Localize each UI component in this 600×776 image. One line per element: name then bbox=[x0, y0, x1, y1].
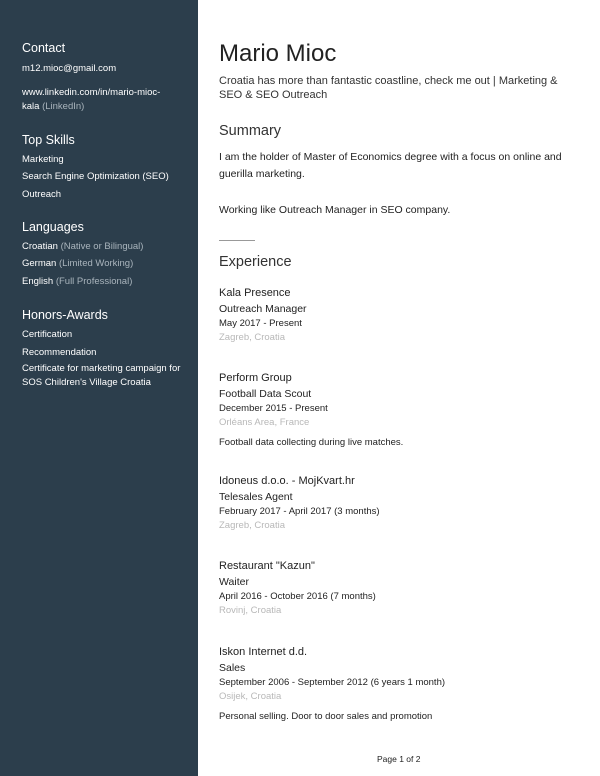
honor-item: Certification bbox=[22, 329, 73, 340]
summary-heading: Summary bbox=[219, 123, 282, 139]
linkedin-url-line1: www.linkedin.com/in/mario-mioc- bbox=[22, 87, 161, 98]
honor-item: Certificate for marketing campaign for SOS Children's Village Croatia bbox=[22, 363, 181, 388]
person-name: Mario Mioc bbox=[219, 40, 337, 67]
job-company: Iskon Internet d.d. bbox=[219, 646, 308, 658]
job-title: Telesales Agent bbox=[219, 491, 293, 503]
job-dates: February 2017 - April 2017 (3 months) bbox=[219, 506, 380, 517]
summary-paragraph: I am the holder of Master of Economics degree with a focus on online and guerilla marketing. bbox=[219, 151, 562, 180]
tagline: Croatia has more than fantastic coastline, check me out | Marketing & SEO & SEO Outreach bbox=[219, 75, 558, 101]
job-description: Personal selling. Door to door sales and promotion bbox=[219, 711, 433, 722]
job-company: Restaurant "Kazun" bbox=[219, 560, 315, 572]
job-dates: April 2016 - October 2016 (7 months) bbox=[219, 591, 376, 602]
job-dates: May 2017 - Present bbox=[219, 318, 302, 329]
summary-paragraph: Working like Outreach Manager in SEO company. bbox=[219, 204, 451, 216]
languages-heading: Languages bbox=[22, 220, 84, 234]
job-company: Idoneus d.o.o. - MojKvart.hr bbox=[219, 475, 355, 487]
contact-heading: Contact bbox=[22, 41, 66, 55]
job-title: Football Data Scout bbox=[219, 388, 312, 400]
job-company: Kala Presence bbox=[219, 287, 291, 299]
top-skills-heading: Top Skills bbox=[22, 133, 75, 147]
job-location: Rovinj, Croatia bbox=[219, 605, 282, 616]
job-location: Zagreb, Croatia bbox=[219, 520, 286, 531]
job-title: Outreach Manager bbox=[219, 303, 307, 315]
language-item: Croatian (Native or Bilingual) bbox=[22, 241, 144, 252]
job-company: Perform Group bbox=[219, 372, 292, 384]
job-dates: December 2015 - Present bbox=[219, 403, 328, 414]
job-description: Football data collecting during live matches. bbox=[219, 437, 404, 448]
job-title: Sales bbox=[219, 662, 246, 674]
skill-item: Marketing bbox=[22, 154, 64, 165]
skill-item: Search Engine Optimization (SEO) bbox=[22, 171, 169, 182]
honor-item: Recommendation bbox=[22, 347, 97, 358]
section-divider bbox=[219, 240, 255, 241]
job-location: Zagreb, Croatia bbox=[219, 332, 286, 343]
honors-heading: Honors-Awards bbox=[22, 308, 108, 322]
language-item: English (Full Professional) bbox=[22, 276, 133, 287]
language-item: German (Limited Working) bbox=[22, 258, 134, 269]
job-location: Osijek, Croatia bbox=[219, 691, 282, 702]
linkedin-label: (LinkedIn) bbox=[42, 101, 85, 112]
experience-heading: Experience bbox=[219, 254, 292, 270]
skill-item: Outreach bbox=[22, 189, 62, 200]
job-title: Waiter bbox=[219, 576, 249, 588]
email-link[interactable]: m12.mioc@gmail.com bbox=[22, 63, 117, 74]
linkedin-url-line2: kala (LinkedIn) bbox=[22, 101, 85, 112]
job-dates: September 2006 - September 2012 (6 years 1 month) bbox=[219, 677, 446, 688]
page-number: Page 1 of 2 bbox=[377, 754, 421, 764]
job-location: Orléans Area, France bbox=[219, 417, 310, 428]
